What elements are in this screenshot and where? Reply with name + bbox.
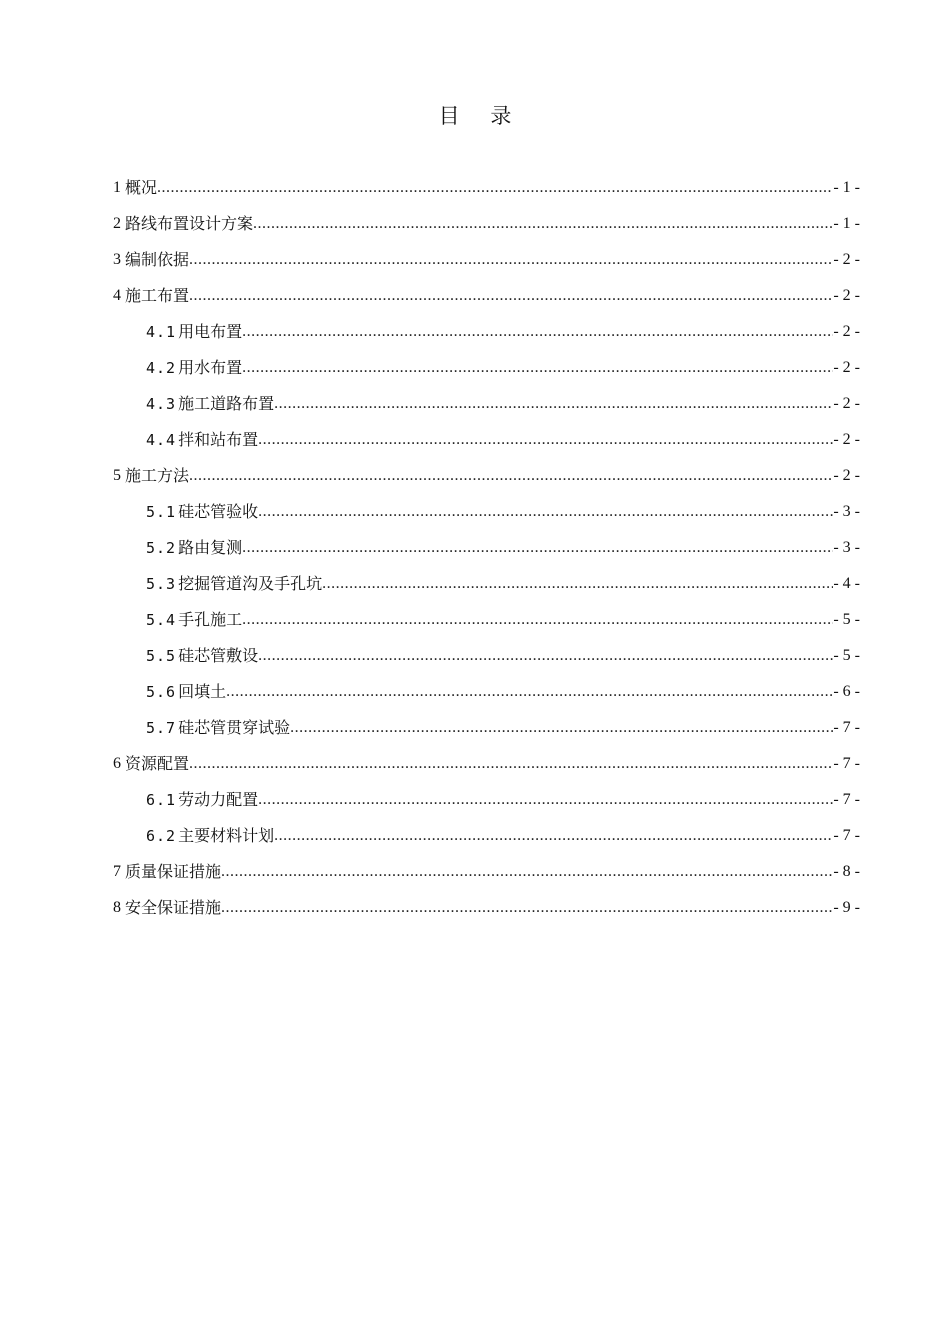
dot-leader [242, 314, 833, 350]
toc-subentry[interactable] [113, 530, 860, 566]
toc-entry-number: 6.2 [146, 827, 177, 845]
dot-leader [242, 530, 833, 566]
toc-page-number: - 7 - [833, 719, 860, 736]
toc-subentry[interactable] [113, 350, 860, 386]
dot-leader [242, 350, 833, 386]
toc-page-number: - 7 - [833, 791, 860, 808]
dot-leader [258, 638, 833, 674]
toc-subentry[interactable] [113, 386, 860, 422]
toc-entry-title: 劳动力配置 [178, 790, 259, 809]
toc-entry-title: 编制依据 [125, 250, 190, 269]
toc-subentry[interactable] [113, 818, 860, 854]
toc-page-number: - 7 - [833, 827, 860, 844]
toc-page-number: - 2 - [833, 431, 860, 448]
toc-page-number: - 5 - [833, 611, 860, 628]
toc-page-number: - 2 - [833, 467, 860, 484]
toc-page-number: - 4 - [833, 575, 860, 592]
toc-entry-number: 4.3 [146, 395, 177, 413]
toc-subentry[interactable] [113, 566, 860, 602]
dot-leader [258, 422, 833, 458]
toc-page-number: - 2 - [833, 251, 860, 268]
toc-subentry[interactable] [113, 602, 860, 638]
toc-entry[interactable] [113, 206, 860, 242]
toc-entry-title: 施工道路布置 [178, 394, 275, 413]
dot-leader [253, 206, 833, 242]
dot-leader [189, 278, 833, 314]
dot-leader [221, 854, 833, 890]
dot-leader [189, 458, 833, 494]
toc-entry-title: 路由复测 [178, 538, 243, 557]
toc-entry-title: 硅芯管敷设 [178, 646, 259, 665]
toc-entry-number: 5.4 [146, 611, 177, 629]
toc-entry-number: 5.1 [146, 503, 177, 521]
toc-entry-title: 用电布置 [178, 322, 243, 341]
toc-entry-number: 5.2 [146, 539, 177, 557]
toc-subentry[interactable] [113, 494, 860, 530]
toc-page-number: - 6 - [833, 683, 860, 700]
toc-entry[interactable] [113, 458, 860, 494]
dot-leader [189, 746, 833, 782]
toc-entry-number: 6.1 [146, 791, 177, 809]
toc-entry-title: 资源配置 [125, 754, 190, 773]
toc-entry[interactable] [113, 242, 860, 278]
toc-entry-title: 手孔施工 [178, 610, 243, 629]
toc-entry-number: 2 [113, 215, 121, 232]
toc-subentry[interactable] [113, 710, 860, 746]
toc-subentry[interactable] [113, 674, 860, 710]
toc-entry-number: 4.2 [146, 359, 177, 377]
toc-entry-title: 施工方法 [125, 466, 190, 485]
toc-entry[interactable] [113, 170, 860, 206]
toc-entry-number: 1 [113, 179, 121, 196]
toc-page-number: - 9 - [833, 899, 860, 916]
toc-entry-number: 8 [113, 899, 121, 916]
toc-entry-number: 7 [113, 863, 121, 880]
dot-leader [242, 602, 833, 638]
page-title: 目 录 [438, 104, 524, 128]
toc-entry-title: 拌和站布置 [178, 430, 259, 449]
toc-page-number: - 2 - [833, 395, 860, 412]
toc-subentry[interactable] [113, 782, 860, 818]
toc-page-number: - 8 - [833, 863, 860, 880]
toc-entry-number: 5.3 [146, 575, 177, 593]
dot-leader [221, 890, 833, 926]
toc-entry-number: 3 [113, 251, 121, 268]
toc-entry-number: 6 [113, 755, 121, 772]
toc-entry-title: 路线布置设计方案 [125, 214, 254, 233]
toc-page-number: - 3 - [833, 539, 860, 556]
toc-entry-title: 主要材料计划 [178, 826, 275, 845]
toc-page-number: - 2 - [833, 323, 860, 340]
toc-page-number: - 3 - [833, 503, 860, 520]
toc-entry-title: 用水布置 [178, 358, 243, 377]
toc-entry-title: 质量保证措施 [125, 862, 222, 881]
toc-entry[interactable] [113, 746, 860, 782]
toc-page-number: - 1 - [833, 215, 860, 232]
toc-page-number: - 7 - [833, 755, 860, 772]
toc-entry[interactable] [113, 278, 860, 314]
toc-entry-title: 概况 [125, 178, 158, 197]
toc-entry-title: 安全保证措施 [125, 898, 222, 917]
dot-leader [189, 242, 833, 278]
toc-entry-number: 4 [113, 287, 121, 304]
dot-leader [274, 386, 833, 422]
table-of-contents [113, 170, 860, 926]
dot-leader [157, 170, 833, 206]
toc-page-number: - 2 - [833, 359, 860, 376]
toc-entry-number: 4.4 [146, 431, 177, 449]
dot-leader [258, 494, 833, 530]
toc-entry-number: 5.5 [146, 647, 177, 665]
toc-subentry[interactable] [113, 638, 860, 674]
toc-entry-title: 硅芯管验收 [178, 502, 259, 521]
toc-entry-number: 5.7 [146, 719, 177, 737]
toc-entry-number: 5.6 [146, 683, 177, 701]
toc-subentry[interactable] [113, 314, 860, 350]
dot-leader [322, 566, 833, 602]
toc-entry-number: 5 [113, 467, 121, 484]
toc-page-number: - 5 - [833, 647, 860, 664]
toc-page-number: - 1 - [833, 179, 860, 196]
toc-page-number: - 2 - [833, 287, 860, 304]
dot-leader [274, 818, 833, 854]
toc-subentry[interactable] [113, 422, 860, 458]
toc-entry-title: 硅芯管贯穿试验 [178, 718, 291, 737]
toc-entry-title: 挖掘管道沟及手孔坑 [178, 574, 323, 593]
toc-entry-number: 4.1 [146, 323, 177, 341]
dot-leader [290, 710, 833, 746]
dot-leader [258, 782, 833, 818]
toc-entry[interactable] [113, 890, 860, 926]
toc-entry-title: 施工布置 [125, 286, 190, 305]
dot-leader [226, 674, 833, 710]
toc-entry[interactable] [113, 854, 860, 890]
toc-entry-title: 回填土 [178, 682, 227, 701]
